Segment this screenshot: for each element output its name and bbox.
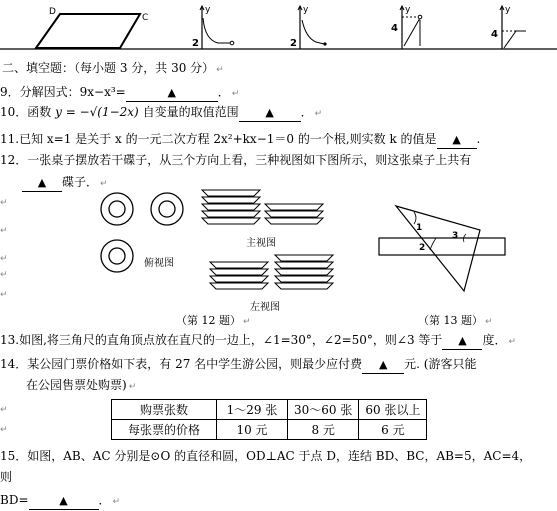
answer-blank-9[interactable]: ▲: [126, 84, 218, 102]
question-15-line1: 15．如图，AB、AC 分别是⊙O 的直径和圆，OD⊥AC 于点 D，连结 BD、BC，AB=5，AC=4，: [0, 449, 532, 463]
table-col-3: 60 张以上: [359, 400, 427, 420]
svg-text:y: y: [405, 5, 411, 15]
label-d: D: [49, 7, 56, 17]
answer-blank-11[interactable]: ▲: [437, 131, 477, 149]
svg-text:2: 2: [192, 38, 199, 49]
figure-13-caption: （第 13 题） ↵: [418, 314, 493, 327]
svg-text:4: 4: [491, 29, 498, 40]
angle-2-label: 2: [419, 243, 426, 253]
table-col-1: 1～29 张: [217, 400, 288, 420]
front-view-stacks: [202, 190, 323, 224]
top-figures-strip: [0, 0, 557, 52]
question-12-line2: ▲ 碟子． ↵: [0, 174, 108, 192]
answer-blank-15[interactable]: ▲: [29, 492, 99, 510]
table-price-3: 6 元: [359, 420, 427, 440]
graph-4: [491, 5, 526, 49]
ruler-shape: [379, 238, 505, 255]
price-table: [111, 399, 427, 440]
svg-text:y: y: [205, 5, 211, 15]
answer-blank-10[interactable]: ▲: [239, 104, 301, 122]
table-row: [112, 420, 427, 440]
svg-text:y: y: [303, 5, 309, 15]
question-14-line2: 在公园售票处购票) ↵: [26, 378, 137, 392]
table-price-1: 10 元: [217, 420, 288, 440]
section-heading: 二、填空题：（每小题 3 分，共 30 分） ↵: [2, 61, 224, 75]
left-view-label: 左视图: [250, 302, 280, 313]
question-10: 10．函数 y = −√(1−2x) 自变量的取值范围 ▲ ． ↵: [0, 104, 322, 122]
table-row: [112, 400, 427, 420]
question-14: 14．某公园门票价格如下表，有 27 名中学生游公园，则最少应付费 ▲ 元. (游客只能: [0, 356, 476, 374]
angle-3-label: 3: [452, 231, 459, 241]
question-15-line2: 则: [0, 470, 13, 484]
figure-12-caption: （第 12 题） ↵: [176, 314, 251, 327]
question-9: 9．分解因式：9x−x³= ▲ ． ↵: [0, 84, 239, 102]
figure-13: [372, 200, 522, 296]
svg-text:y: y: [505, 5, 511, 15]
table-col-2: 30～60 张: [288, 400, 359, 420]
left-view-stacks: [210, 255, 333, 289]
label-c: C: [142, 13, 149, 23]
trapezoid-figure: [36, 14, 140, 48]
answer-blank-12[interactable]: ▲: [22, 174, 62, 192]
question-12-line1: 12．一张桌子摆放若干碟子，从三个方向上看，三种视图如下图所示，则这张桌子上共有: [0, 153, 472, 167]
svg-text:4: 4: [391, 23, 398, 34]
triangle-ruler-shape: [396, 206, 480, 291]
front-view-label: 主视图: [246, 238, 276, 249]
angle-1-label: 1: [416, 223, 423, 233]
graph-2: [290, 5, 327, 49]
table-header-count: 购票张数: [112, 400, 217, 420]
question-11: 11.已知 x=1 是关于 x 的一元二次方程 2x²+kx−1＝0 的一个根,则实数 k 的值是 ▲ .: [0, 131, 480, 149]
question-13: 13.如图,将三角尺的直角顶点放在直尺的一边上，∠1=30°，∠2=50°，则∠3 等于 ▲ 度． ↵: [0, 332, 516, 350]
answer-blank-14[interactable]: ▲: [362, 356, 404, 374]
graph-1: [192, 5, 234, 49]
figure-12: [90, 184, 360, 326]
top-view-label: 俯视图: [144, 258, 174, 269]
question-15-line3: BD= ▲ ． ↵: [0, 492, 120, 510]
table-header-price: 每张票的价格: [112, 420, 217, 440]
svg-text:2: 2: [290, 38, 297, 49]
answer-blank-13[interactable]: ▲: [442, 332, 482, 350]
table-price-2: 8 元: [288, 420, 359, 440]
formula-q10: y = −√(1−2x): [55, 105, 139, 119]
graph-3: [391, 5, 422, 49]
